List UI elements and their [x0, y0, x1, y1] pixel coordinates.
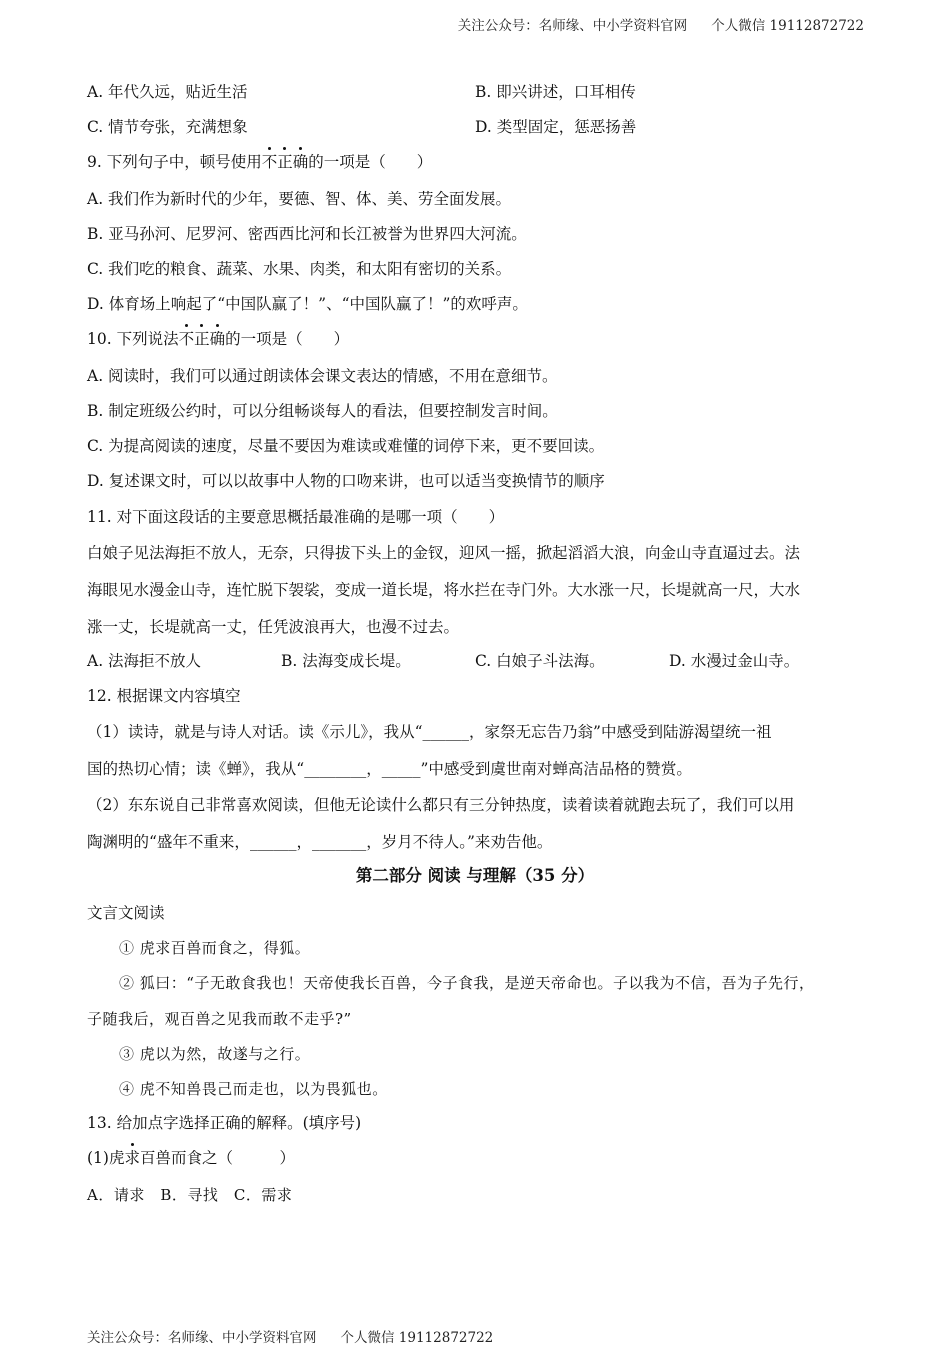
q13-sub-before: (1)虎 — [87, 1149, 125, 1167]
q11-stem: 11. 对下面这段话的主要意思概括最准确的是哪一项（ ） — [87, 508, 505, 526]
q8-option-a: A. 年代久远，贴近生活 — [87, 83, 248, 101]
q13-options: A．请求 B．寻找 C．需求 — [87, 1186, 293, 1204]
q12-text: 陶渊明的“盛年不重来， — [87, 833, 250, 851]
emphasis-dot-char: 正 — [277, 153, 293, 171]
q12-text: （1）读诗，就是与诗人对话。读《示儿》，我从“ — [87, 723, 423, 741]
q12-line-4 — [87, 832, 552, 852]
q11-passage-line: 涨一丈，长堤就高一丈，任凭波浪再大，也漫不过去。 — [87, 618, 460, 636]
q12-text: ， — [296, 833, 312, 851]
q8-option-b: B. 即兴讲述，口耳相传 — [475, 83, 636, 101]
footer-account: 关注公众号：名师缘、中小学资料官网 — [87, 1330, 317, 1346]
footer-wechat: 个人微信 19112872722 — [340, 1330, 494, 1346]
q10-option-d: D. 复述课文时，可以以故事中人物的口吻来讲，也可以适当变换情节的顺序 — [87, 472, 605, 490]
page-footer — [87, 1326, 493, 1346]
header-account: 关注公众号：名师缘、中小学资料官网 — [457, 18, 688, 34]
q12-line-2 — [87, 759, 692, 779]
q8-option-d: D. 类型固定，惩恶扬善 — [475, 118, 637, 136]
emphasis-dot-char: 求 — [124, 1149, 140, 1167]
q12-text: 国的热切心情；读《蝉》，我从“ — [87, 760, 305, 778]
classical-sentence-2: ② 狐曰：“子无敢食我也！天帝使我长百兽，今子食我，是逆天帝命也。子以我为不信，吾为子先行， — [119, 974, 815, 992]
q12-text: ， — [366, 760, 382, 778]
q12-text: ”中感受到虞世南对蝉高洁品格的赞赏。 — [420, 760, 692, 778]
emphasis-dot-char: 确 — [209, 330, 226, 348]
q10-option-a: A. 阅读时，我们可以通过朗读体会课文表达的情感，不用在意细节。 — [87, 367, 558, 385]
q9-stem-after: 的一项是（ ） — [308, 153, 433, 171]
fill-blank[interactable]: ________ — [304, 760, 367, 778]
q11-option-b: B. 法海变成长堤。 — [281, 652, 411, 670]
emphasis-dot-char: 确 — [292, 153, 309, 171]
header-wechat: 个人微信 19112872722 — [711, 18, 864, 34]
q10-option-c: C. 为提高阅读的速度，尽量不要因为难读或难懂的词停下来，更不要回读。 — [87, 437, 605, 455]
q9-stem — [87, 152, 432, 172]
q9-stem-before: 9. 下列句子中，顿号使用 — [87, 153, 262, 171]
q11-passage-line: 白娘子见法海拒不放人，无奈，只得拔下头上的金钗，迎风一摇，掀起滔滔大浪，向金山寺直逼过去。法 — [87, 544, 801, 562]
fill-blank[interactable]: _____ — [381, 760, 421, 778]
fill-blank[interactable]: ______ — [249, 833, 297, 851]
q11-option-a: A. 法海拒不放人 — [87, 652, 202, 670]
q13-sub-after: 百兽而食之（ ） — [139, 1149, 295, 1167]
q11-passage-line: 海眼见水漫金山寺，连忙脱下袈裟，变成一道长堤，将水拦在寺门外。大水涨一尺，长堤就高一尺，大水 — [87, 581, 801, 599]
section-title: 第二部分 阅读 与理解（35 分） — [355, 866, 595, 885]
q9-option-c: C. 我们吃的粮食、蔬菜、水果、肉类，和太阳有密切的关系。 — [87, 260, 512, 278]
q10-stem-before: 10. 下列说法 — [87, 330, 179, 348]
q8-option-c: C. 情节夸张，充满想象 — [87, 118, 248, 136]
q11-option-c: C. 白娘子斗法海。 — [475, 652, 605, 670]
q9-option-d: D. 体育场上响起了“中国队赢了！”、“中国队赢了！”的欢呼声。 — [87, 295, 528, 313]
q10-option-b: B. 制定班级公约时，可以分组畅谈每人的看法，但要控制发言时间。 — [87, 402, 558, 420]
q9-option-a: A. 我们作为新时代的少年，要德、智、体、美、劳全面发展。 — [87, 190, 512, 208]
q12-stem: 12. 根据课文内容填空 — [87, 687, 241, 705]
q12-text: ，岁月不待人。”来劝告他。 — [366, 833, 553, 851]
page-header — [458, 14, 864, 34]
classical-sentence-4: ④ 虎不知兽畏己而走也，以为畏狐也。 — [119, 1080, 388, 1098]
q13-stem: 13. 给加点字选择正确的解释。(填序号) — [87, 1114, 362, 1132]
q13-sub-1 — [87, 1148, 295, 1168]
q12-line-1 — [87, 722, 771, 742]
emphasis-dot-char: 正 — [194, 330, 210, 348]
fill-blank[interactable]: _______ — [311, 833, 367, 851]
classical-sentence-3: ③ 虎以为然，故遂与之行。 — [119, 1045, 311, 1063]
q9-option-b: B. 亚马孙河、尼罗河、密西西比河和长江被誉为世界四大河流。 — [87, 225, 527, 243]
classical-sentence-1: ① 虎求百兽而食之，得狐。 — [119, 939, 311, 957]
emphasis-dot-char: 不 — [178, 330, 195, 348]
q10-stem — [87, 329, 349, 349]
q10-stem-after: 的一项是（ ） — [225, 330, 350, 348]
classical-heading: 文言文阅读 — [87, 904, 165, 922]
classical-sentence-2-cont: 子随我后，观百兽之见我而敢不走乎?” — [87, 1010, 352, 1028]
q12-text: ，家祭无忘告乃翁”中感受到陆游渴望统一祖 — [469, 723, 772, 741]
emphasis-dot-char: 不 — [261, 153, 278, 171]
q12-line-3: （2）东东说自己非常喜欢阅读，但他无论读什么都只有三分钟热度，读着读着就跑去玩了，我们可以用 — [87, 796, 795, 814]
fill-blank[interactable]: ______ — [422, 723, 470, 741]
q11-option-d: D. 水漫过金山寺。 — [669, 652, 800, 670]
